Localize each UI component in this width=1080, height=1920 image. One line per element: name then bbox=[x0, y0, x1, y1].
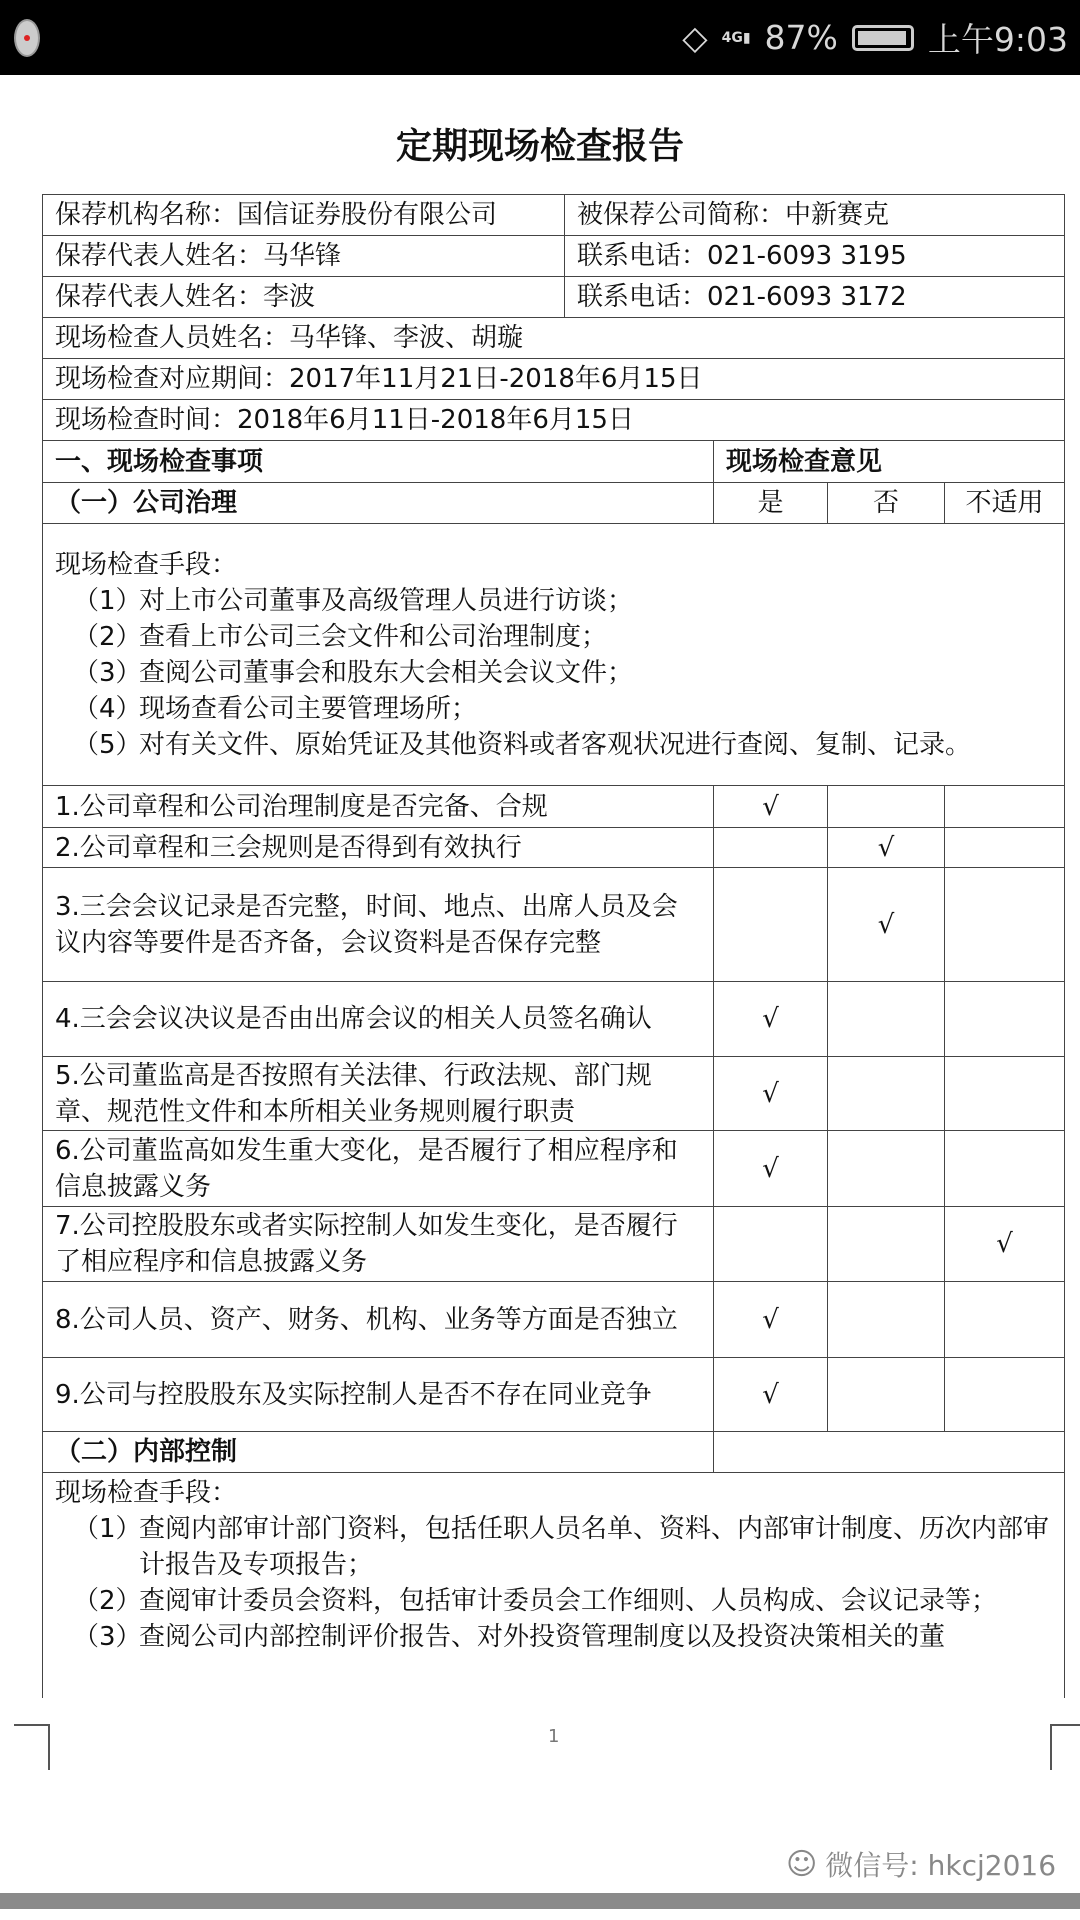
section2-title: （二）内部控制 bbox=[43, 1432, 714, 1473]
no-cell bbox=[828, 786, 945, 828]
table-row bbox=[43, 868, 1065, 982]
yes-cell bbox=[714, 1057, 828, 1131]
inspection-time: 现场检查时间：2018年6月11日-2018年6月15日 bbox=[43, 400, 1065, 441]
method-text: 对上市公司董事及高级管理人员进行访谈； bbox=[139, 585, 634, 616]
yes-header: 是 bbox=[714, 483, 828, 524]
nfc-icon: ◇ bbox=[682, 18, 708, 57]
no-cell bbox=[828, 982, 945, 1057]
yes-cell bbox=[714, 828, 828, 868]
method-item bbox=[55, 1619, 1052, 1655]
na-cell bbox=[945, 1131, 1065, 1207]
method-number: （4） bbox=[73, 693, 142, 724]
network-type: 4G bbox=[721, 29, 743, 46]
na-cell bbox=[945, 1057, 1065, 1131]
opinion-header: 现场检查意见 bbox=[714, 441, 1065, 483]
check-item: 1.公司章程和公司治理制度是否完备、合规 bbox=[43, 786, 714, 828]
no-header: 否 bbox=[828, 483, 945, 524]
section2-methods bbox=[43, 1473, 1065, 1699]
rep1-name: 保荐代表人姓名：马华锋 bbox=[43, 236, 565, 277]
check-mark: √ bbox=[996, 1229, 1013, 1259]
watermark bbox=[786, 1844, 1056, 1884]
method-number: （3） bbox=[73, 657, 142, 688]
no-cell bbox=[828, 868, 945, 982]
method-item bbox=[55, 727, 1052, 763]
table-row bbox=[43, 1432, 1065, 1473]
inspectors: 现场检查人员姓名：马华锋、李波、胡璇 bbox=[43, 318, 1065, 359]
na-header: 不适用 bbox=[945, 483, 1065, 524]
no-cell bbox=[828, 1207, 945, 1282]
method-text: 查阅公司董事会和股东大会相关会议文件； bbox=[139, 657, 634, 688]
method-item bbox=[55, 1511, 1052, 1583]
method-text: 对有关文件、原始凭证及其他资料或者客观状况进行查阅、复制、记录。 bbox=[139, 729, 972, 760]
yes-cell bbox=[714, 1131, 828, 1207]
bottom-bar bbox=[0, 1893, 1080, 1909]
no-cell bbox=[828, 1282, 945, 1358]
signal-icon: 4G▮ bbox=[721, 29, 751, 46]
yes-cell bbox=[714, 982, 828, 1057]
page-corner-right bbox=[1050, 1724, 1080, 1770]
method-item bbox=[55, 1583, 1052, 1619]
methods-label: 现场检查手段： bbox=[55, 1478, 238, 1508]
na-cell bbox=[945, 786, 1065, 828]
clock: 上午9:03 bbox=[927, 20, 1068, 59]
na-cell bbox=[945, 828, 1065, 868]
watermark-text: 微信号: hkcj2016 bbox=[825, 1849, 1057, 1882]
table-row bbox=[43, 1057, 1065, 1131]
method-text: 查阅审计委员会资料，包括审计委员会工作细则、人员构成、会议记录等； bbox=[139, 1586, 998, 1616]
report-table bbox=[42, 194, 1065, 1698]
check-mark: √ bbox=[877, 832, 895, 863]
no-cell bbox=[828, 1358, 945, 1432]
check-mark: √ bbox=[877, 909, 895, 940]
check-mark: √ bbox=[762, 1153, 779, 1184]
rep2-phone: 联系电话：021-6093 3172 bbox=[565, 277, 1065, 318]
no-cell bbox=[828, 1131, 945, 1207]
rep2-name: 保荐代表人姓名：李波 bbox=[43, 277, 565, 318]
status-bar bbox=[0, 0, 1080, 75]
inspection-period: 现场检查对应期间：2017年11月21日-2018年6月15日 bbox=[43, 359, 1065, 400]
section2-opinion bbox=[714, 1432, 1065, 1473]
page-number: 1 bbox=[548, 1726, 560, 1747]
method-text: 查看上市公司三会文件和公司治理制度； bbox=[139, 621, 608, 652]
method-number: （2） bbox=[73, 1586, 142, 1616]
methods-label: 现场检查手段： bbox=[55, 549, 238, 580]
check-item: 6.公司董监高如发生重大变化，是否履行了相应程序和信息披露义务 bbox=[43, 1131, 714, 1207]
page-title: 定期现场检查报告 bbox=[395, 126, 684, 167]
section1-title: （一）公司治理 bbox=[43, 483, 714, 524]
company-name: 被保荐公司简称：中新赛克 bbox=[565, 195, 1065, 236]
table-row bbox=[43, 1358, 1065, 1432]
na-cell bbox=[945, 1207, 1065, 1282]
method-text: 查阅公司内部控制评价报告、对外投资管理制度以及投资决策相关的董 bbox=[139, 1622, 946, 1652]
method-number: （3） bbox=[73, 1622, 142, 1652]
check-item: 2.公司章程和三会规则是否得到有效执行 bbox=[43, 828, 714, 868]
na-cell bbox=[945, 982, 1065, 1057]
table-row bbox=[43, 1282, 1065, 1358]
table-row bbox=[43, 786, 1065, 828]
na-cell bbox=[945, 868, 1065, 982]
na-cell bbox=[945, 1282, 1065, 1358]
table-row bbox=[43, 982, 1065, 1057]
yes-cell bbox=[714, 1358, 828, 1432]
report-table-container[interactable] bbox=[42, 194, 1066, 1698]
sponsor-name: 保荐机构名称：国信证券股份有限公司 bbox=[43, 195, 565, 236]
method-item bbox=[55, 619, 1052, 655]
rep1-phone: 联系电话：021-6093 3195 bbox=[565, 236, 1065, 277]
method-text: 查阅内部审计部门资料，包括任职人员名单、资料、内部审计制度、历次内部审计报告及专项报告； bbox=[139, 1514, 1050, 1580]
battery-percent: 87% bbox=[764, 18, 838, 57]
check-item: 8.公司人员、资产、财务、机构、业务等方面是否独立 bbox=[43, 1282, 714, 1358]
check-item: 7.公司控股股东或者实际控制人如发生变化，是否履行了相应程序和信息披露义务 bbox=[43, 1207, 714, 1282]
method-item bbox=[55, 655, 1052, 691]
table-row bbox=[43, 1131, 1065, 1207]
page-corner-left bbox=[14, 1724, 50, 1770]
method-item bbox=[55, 691, 1052, 727]
method-text: 现场查看公司主要管理场所； bbox=[139, 693, 478, 724]
check-mark: √ bbox=[762, 1004, 779, 1034]
check-mark: √ bbox=[762, 1304, 779, 1335]
screen-record-icon bbox=[14, 19, 40, 57]
items-header: 一、现场检查事项 bbox=[43, 441, 714, 483]
method-number: （5） bbox=[73, 729, 142, 760]
yes-cell bbox=[714, 1207, 828, 1282]
section1-methods bbox=[43, 524, 1065, 786]
yes-cell bbox=[714, 1282, 828, 1358]
no-cell bbox=[828, 1057, 945, 1131]
table-row bbox=[43, 1207, 1065, 1282]
na-cell bbox=[945, 1358, 1065, 1432]
table-row bbox=[43, 1473, 1065, 1699]
method-number: （1） bbox=[73, 585, 142, 616]
yes-cell bbox=[714, 868, 828, 982]
method-item bbox=[55, 583, 1052, 619]
no-cell bbox=[828, 828, 945, 868]
check-mark: √ bbox=[762, 1078, 779, 1109]
method-number: （2） bbox=[73, 621, 142, 652]
check-item: 3.三会会议记录是否完整，时间、地点、出席人员及会议内容等要件是否齐备，会议资料是否保存完整 bbox=[43, 868, 714, 982]
check-item: 9.公司与控股股东及实际控制人是否不存在同业竞争 bbox=[43, 1358, 714, 1432]
check-mark: √ bbox=[762, 791, 779, 822]
method-number: （1） bbox=[73, 1514, 142, 1544]
battery-icon bbox=[852, 25, 914, 51]
check-mark: √ bbox=[762, 1379, 779, 1410]
yes-cell bbox=[714, 786, 828, 828]
check-item: 5.公司董监高是否按照有关法律、行政法规、部门规章、规范性文件和本所相关业务规则履行职责 bbox=[43, 1057, 714, 1131]
table-row bbox=[43, 828, 1065, 868]
check-item: 4.三会会议决议是否由出席会议的相关人员签名确认 bbox=[43, 982, 714, 1057]
wechat-icon: ☺ bbox=[786, 1846, 818, 1882]
